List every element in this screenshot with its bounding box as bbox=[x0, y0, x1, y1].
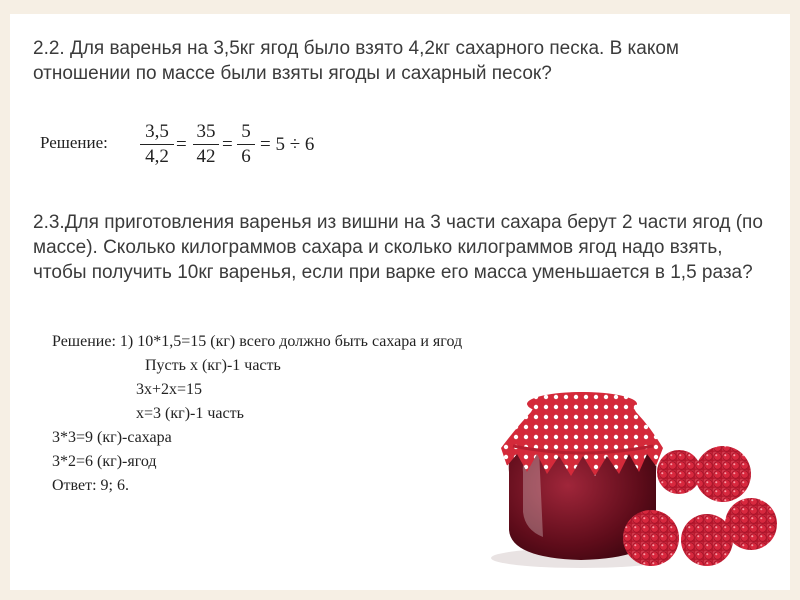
ratio-result: = 5 ÷ 6 bbox=[260, 134, 315, 155]
fraction-3 bbox=[237, 121, 255, 168]
jam-jar-photo bbox=[461, 362, 790, 584]
fraction-2 bbox=[193, 121, 219, 168]
equals-sign-1: = bbox=[176, 134, 187, 155]
raspberry-2 bbox=[657, 450, 701, 494]
solution-line-3: 3х+2х=15 bbox=[136, 381, 203, 398]
solution-line-4: х=3 (кг)-1 часть bbox=[136, 405, 244, 422]
problem-2-2-text: 2.2. Для варенья на 3,5кг ягод было взято 4,2кг сахарного песка. В каком отношении по массе были взяты ягоды и сахарный песок? bbox=[33, 38, 679, 84]
fraction-3-numerator: 5 bbox=[241, 121, 251, 142]
equals-sign-2: = bbox=[222, 134, 233, 155]
fraction-2-denominator: 42 bbox=[196, 146, 216, 167]
raspberry-1 bbox=[695, 446, 751, 502]
raspberry-5 bbox=[623, 510, 679, 566]
solution-line-1: Решение: 1) 10*1,5=15 (кг) всего должно быть сахара и ягод bbox=[52, 333, 463, 350]
solution-line-5: 3*3=9 (кг)-сахара bbox=[52, 429, 172, 446]
jam-jar-illustration bbox=[461, 362, 790, 584]
fraction-1-numerator: 3,5 bbox=[145, 121, 169, 142]
solution-line-2: Пусть х (кг)-1 часть bbox=[145, 357, 281, 374]
fraction-2-bar bbox=[193, 144, 219, 145]
lid-top bbox=[527, 392, 637, 416]
solution-label: Решение: bbox=[40, 133, 108, 152]
solution-line-6: 3*2=6 (кг)-ягод bbox=[52, 453, 157, 470]
fraction-3-denominator: 6 bbox=[241, 146, 251, 167]
fraction-3-bar bbox=[237, 144, 255, 145]
fraction-1-denominator: 4,2 bbox=[145, 146, 169, 167]
fraction-2-numerator: 35 bbox=[196, 121, 216, 142]
answer-line: Ответ: 9; 6. bbox=[52, 477, 129, 494]
fraction-1 bbox=[140, 121, 174, 168]
fraction-1-bar bbox=[140, 144, 174, 145]
raspberry-4 bbox=[681, 514, 733, 566]
problem-2-3-text: 2.3.Для приготовления варенья из вишни на 3 части сахара берут 2 части ягод (по массе). Сколько килограммов сахара и сколько килограммов ягод надо взять, чтобы получить 10кг варенья, если при варке его масса уменьшается в 1,5 раза? bbox=[33, 212, 763, 283]
